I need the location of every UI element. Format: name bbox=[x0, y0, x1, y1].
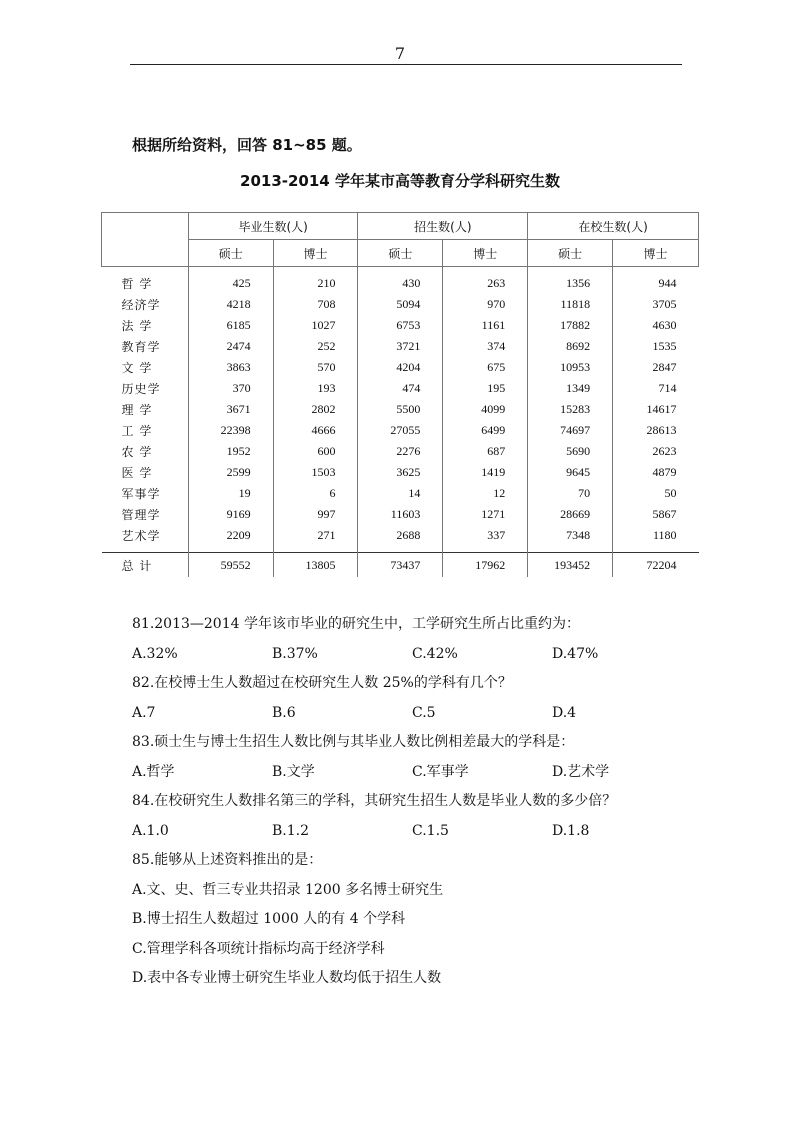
subject-cell: 经济学 bbox=[121, 298, 161, 312]
value-cell: 430 bbox=[358, 267, 443, 295]
value-cell: 263 bbox=[443, 267, 528, 295]
value-cell: 3721 bbox=[358, 336, 443, 357]
questions bbox=[132, 612, 692, 996]
value-cell: 59552 bbox=[188, 553, 273, 578]
table-row bbox=[102, 441, 699, 462]
subject-cell: 管理学 bbox=[121, 508, 161, 522]
value-cell: 252 bbox=[273, 336, 358, 357]
option: D.1.8 bbox=[552, 822, 590, 839]
subheader-master: 硕士 bbox=[358, 240, 443, 267]
subject-cell: 军事学 bbox=[121, 487, 161, 501]
value-cell: 1503 bbox=[273, 462, 358, 483]
value-cell: 337 bbox=[443, 525, 528, 553]
value-cell: 425 bbox=[188, 267, 273, 295]
value-cell: 74697 bbox=[528, 420, 613, 441]
group-header-in-school: 在校生数(人) bbox=[528, 213, 699, 240]
value-cell: 370 bbox=[188, 378, 273, 399]
subheader-doctor: 博士 bbox=[443, 240, 528, 267]
group-header-graduates: 毕业生数(人) bbox=[188, 213, 358, 240]
value-cell: 2474 bbox=[188, 336, 273, 357]
value-cell: 2623 bbox=[613, 441, 699, 462]
intro-text: 根据所给资料，回答 81~85 题。 bbox=[132, 136, 362, 154]
subheader-master: 硕士 bbox=[528, 240, 613, 267]
value-cell: 27055 bbox=[358, 420, 443, 441]
option: D.47% bbox=[552, 645, 599, 662]
value-cell: 271 bbox=[273, 525, 358, 553]
value-cell: 1161 bbox=[443, 315, 528, 336]
value-cell: 10953 bbox=[528, 357, 613, 378]
table-row bbox=[102, 294, 699, 315]
value-cell: 600 bbox=[273, 441, 358, 462]
group-header-enrollment: 招生数(人) bbox=[358, 213, 528, 240]
value-cell: 675 bbox=[443, 357, 528, 378]
value-cell: 17962 bbox=[443, 553, 528, 578]
option-row bbox=[132, 819, 692, 849]
value-cell: 15283 bbox=[528, 399, 613, 420]
option: B.1.2 bbox=[272, 822, 310, 839]
data-table bbox=[101, 212, 699, 577]
subject-cell: 艺术学 bbox=[121, 529, 161, 543]
value-cell: 4099 bbox=[443, 399, 528, 420]
option: C.1.5 bbox=[412, 822, 449, 839]
subject-cell: 历史学 bbox=[121, 382, 161, 396]
statement-option: D.表中各专业博士研究生毕业人数均低于招生人数 bbox=[132, 970, 442, 986]
value-cell: 570 bbox=[273, 357, 358, 378]
option-row bbox=[132, 760, 692, 790]
table-row bbox=[102, 462, 699, 483]
value-cell: 1419 bbox=[443, 462, 528, 483]
subheader-doctor: 博士 bbox=[613, 240, 699, 267]
table-row bbox=[102, 267, 699, 295]
table-row bbox=[102, 357, 699, 378]
option: C.军事学 bbox=[412, 763, 469, 780]
value-cell: 2276 bbox=[358, 441, 443, 462]
table-row bbox=[102, 420, 699, 441]
table-row bbox=[102, 483, 699, 504]
value-cell: 2688 bbox=[358, 525, 443, 553]
value-cell: 970 bbox=[443, 294, 528, 315]
page-number: 7 bbox=[394, 44, 406, 63]
statement-option: B.博士招生人数超过 1000 人的有 4 个学科 bbox=[132, 911, 406, 927]
value-cell: 28669 bbox=[528, 504, 613, 525]
value-cell: 997 bbox=[273, 504, 358, 525]
value-cell: 4666 bbox=[273, 420, 358, 441]
value-cell: 193452 bbox=[528, 553, 613, 578]
option: D.艺术学 bbox=[552, 763, 610, 780]
table-row bbox=[102, 399, 699, 420]
subheader-master: 硕士 bbox=[188, 240, 273, 267]
value-cell: 9645 bbox=[528, 462, 613, 483]
value-cell: 708 bbox=[273, 294, 358, 315]
option: B.文学 bbox=[272, 763, 315, 780]
value-cell: 6753 bbox=[358, 315, 443, 336]
value-cell: 4630 bbox=[613, 315, 699, 336]
value-cell: 8692 bbox=[528, 336, 613, 357]
value-cell: 28613 bbox=[613, 420, 699, 441]
option: A.7 bbox=[132, 704, 156, 721]
value-cell: 1356 bbox=[528, 267, 613, 295]
value-cell: 193 bbox=[273, 378, 358, 399]
value-cell: 3705 bbox=[613, 294, 699, 315]
subject-cell: 理 学 bbox=[121, 403, 153, 417]
statement-option: C.管理学科各项统计指标均高于经济学科 bbox=[132, 940, 385, 957]
value-cell: 50 bbox=[613, 483, 699, 504]
option: B.6 bbox=[272, 704, 296, 721]
option: D.4 bbox=[552, 704, 577, 721]
value-cell: 6 bbox=[273, 483, 358, 504]
value-cell: 17882 bbox=[528, 315, 613, 336]
value-cell: 2209 bbox=[188, 525, 273, 553]
corner-cell bbox=[102, 213, 189, 267]
value-cell: 14617 bbox=[613, 399, 699, 420]
table-row bbox=[102, 504, 699, 525]
value-cell: 687 bbox=[443, 441, 528, 462]
value-cell: 6499 bbox=[443, 420, 528, 441]
value-cell: 5500 bbox=[358, 399, 443, 420]
value-cell: 1027 bbox=[273, 315, 358, 336]
value-cell: 72204 bbox=[613, 553, 699, 578]
value-cell: 5867 bbox=[613, 504, 699, 525]
value-cell: 1349 bbox=[528, 378, 613, 399]
value-cell: 22398 bbox=[188, 420, 273, 441]
value-cell: 11603 bbox=[358, 504, 443, 525]
option-row bbox=[132, 701, 692, 731]
question-text: 84.在校研究生人数排名第三的学科，其研究生招生人数是毕业人数的多少倍？ bbox=[132, 793, 617, 809]
table-row bbox=[102, 378, 699, 399]
value-cell: 1535 bbox=[613, 336, 699, 357]
table-row bbox=[102, 315, 699, 336]
value-cell: 374 bbox=[443, 336, 528, 357]
option: A.32% bbox=[132, 645, 178, 662]
value-cell: 13805 bbox=[273, 553, 358, 578]
option: A.1.0 bbox=[132, 822, 169, 839]
question-text: 81.2013—2014 学年该市毕业的研究生中，工学研究生所占比重约为： bbox=[132, 616, 580, 632]
value-cell: 5094 bbox=[358, 294, 443, 315]
subject-cell: 总 计 bbox=[102, 553, 189, 578]
value-cell: 9169 bbox=[188, 504, 273, 525]
option: B.37% bbox=[272, 645, 318, 662]
value-cell: 4204 bbox=[358, 357, 443, 378]
option: A.哲学 bbox=[132, 763, 175, 780]
question-text: 82.在校博士生人数超过在校研究生人数 25%的学科有几个？ bbox=[132, 675, 512, 691]
subject-cell: 法 学 bbox=[121, 319, 153, 333]
value-cell: 12 bbox=[443, 483, 528, 504]
value-cell: 14 bbox=[358, 483, 443, 504]
subject-cell: 医 学 bbox=[121, 466, 153, 480]
value-cell: 73437 bbox=[358, 553, 443, 578]
subject-cell: 工 学 bbox=[121, 424, 153, 438]
value-cell: 474 bbox=[358, 378, 443, 399]
question-text: 85.能够从上述资料推出的是： bbox=[132, 852, 323, 868]
value-cell: 6185 bbox=[188, 315, 273, 336]
value-cell: 714 bbox=[613, 378, 699, 399]
value-cell: 210 bbox=[273, 267, 358, 295]
subject-cell: 教育学 bbox=[121, 340, 161, 354]
value-cell: 2599 bbox=[188, 462, 273, 483]
value-cell: 11818 bbox=[528, 294, 613, 315]
value-cell: 944 bbox=[613, 267, 699, 295]
value-cell: 70 bbox=[528, 483, 613, 504]
value-cell: 2802 bbox=[273, 399, 358, 420]
option-row bbox=[132, 642, 692, 672]
value-cell: 195 bbox=[443, 378, 528, 399]
value-cell: 3625 bbox=[358, 462, 443, 483]
value-cell: 1180 bbox=[613, 525, 699, 553]
value-cell: 4218 bbox=[188, 294, 273, 315]
subject-cell: 农 学 bbox=[121, 445, 153, 459]
subject-cell: 文 学 bbox=[121, 361, 153, 375]
statement-option: A.文、史、哲三专业共招录 1200 多名博士研究生 bbox=[132, 881, 444, 898]
value-cell: 5690 bbox=[528, 441, 613, 462]
table-title: 2013-2014 学年某市高等教育分学科研究生数 bbox=[240, 172, 560, 190]
question-text: 83.硕士生与博士生招生人数比例与其毕业人数比例相差最大的学科是： bbox=[132, 734, 575, 750]
option: C.42% bbox=[412, 645, 458, 662]
value-cell: 2847 bbox=[613, 357, 699, 378]
option: C.5 bbox=[412, 704, 436, 721]
value-cell: 7348 bbox=[528, 525, 613, 553]
header-rule bbox=[130, 64, 682, 65]
value-cell: 4879 bbox=[613, 462, 699, 483]
total-row bbox=[102, 553, 699, 578]
subheader-doctor: 博士 bbox=[273, 240, 358, 267]
value-cell: 3671 bbox=[188, 399, 273, 420]
table-row bbox=[102, 336, 699, 357]
value-cell: 1952 bbox=[188, 441, 273, 462]
value-cell: 3863 bbox=[188, 357, 273, 378]
value-cell: 1271 bbox=[443, 504, 528, 525]
subject-cell: 哲 学 bbox=[121, 277, 153, 291]
value-cell: 19 bbox=[188, 483, 273, 504]
table-row bbox=[102, 525, 699, 553]
